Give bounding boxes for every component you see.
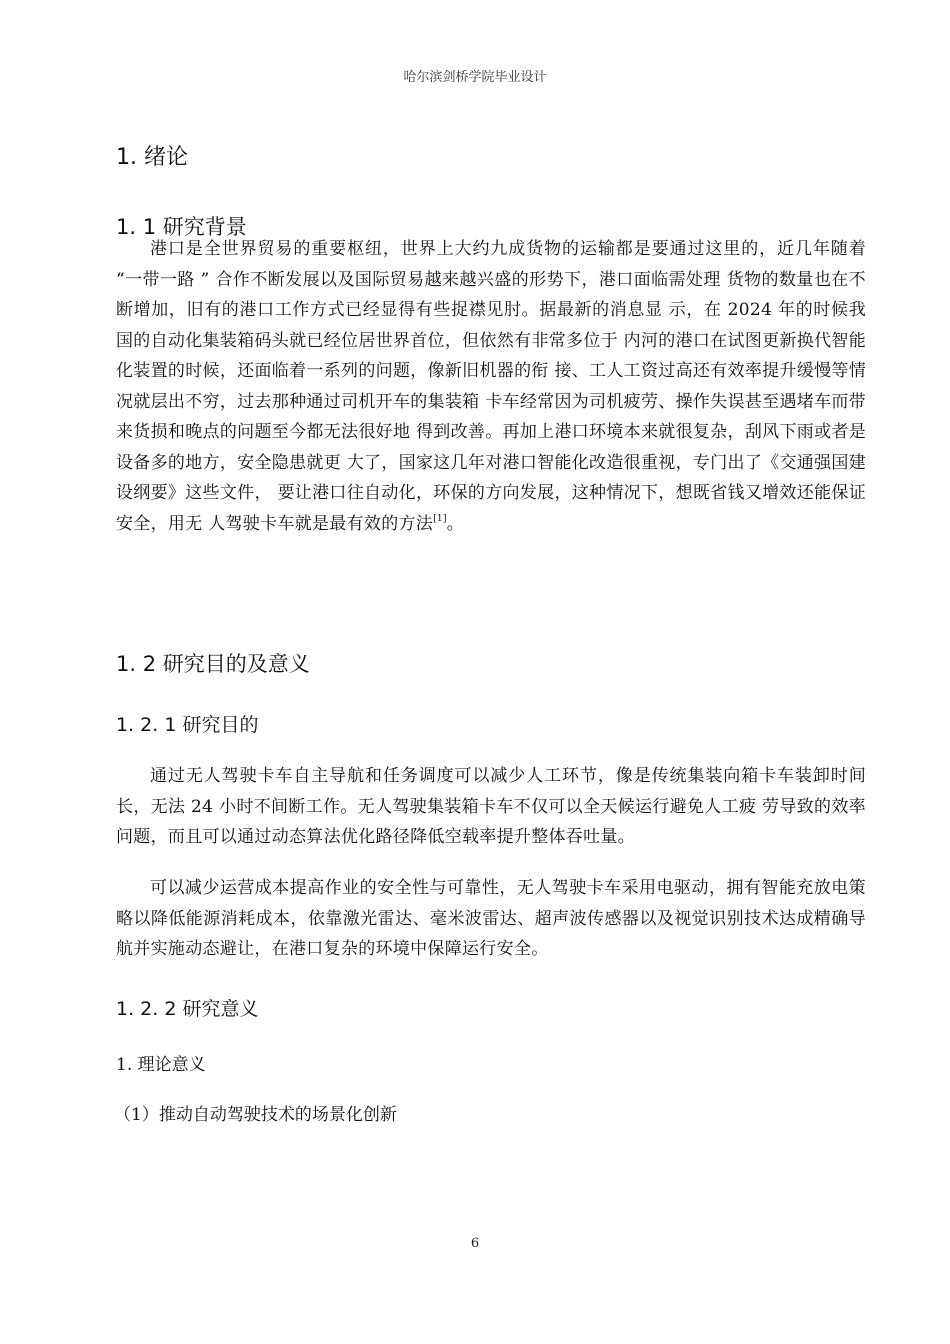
paragraph-background-end: 。 bbox=[446, 513, 465, 534]
paragraph-background bbox=[116, 234, 866, 539]
page-header: 哈尔滨剑桥学院毕业设计 bbox=[403, 70, 547, 85]
paragraph-purpose-2: 可以减少运营成本提高作业的安全性与可靠性，无人驾驶卡车采用电驱动，拥有智能充放电策略以降低能源消耗成本，依靠激光雷达、毫米波雷达、超声波传感器以及视觉识别技术达成精确导航并实施动态避让，在港口复杂的环境中保障运行安全。 bbox=[116, 878, 866, 959]
list-item-theory-1: （1）推动自动驾驶技术的场景化创新 bbox=[114, 1105, 397, 1125]
header-divider bbox=[116, 90, 866, 91]
page-number: 6 bbox=[470, 1236, 480, 1251]
section-title-purpose-significance: 1. 2 研究目的及意义 bbox=[116, 652, 310, 676]
subsection-title-significance: 1. 2. 2 研究意义 bbox=[116, 998, 259, 1020]
section-title-background: 1. 1 研究背景 bbox=[116, 215, 247, 239]
list-item-theory: 1. 理论意义 bbox=[116, 1055, 206, 1075]
paragraph-purpose-1: 通过无人驾驶卡车自主导航和任务调度可以减少人工环节，像是传统集装向箱卡车装卸时间长，无法 24 小时不间断工作。无人驾驶集装箱卡车不仅可以全天候运行避免人工疲 劳导致的效率问题，而且可以通过动态算法优化路径降低空载率提升整体吞吐量。 bbox=[116, 766, 866, 847]
subsection-title-purpose: 1. 2. 1 研究目的 bbox=[116, 714, 259, 736]
paragraph-background-text: 港口是全世界贸易的重要枢纽，世界上大约九成货物的运输都是要通过这里的，近几年随着 “一带一路 ” 合作不断发展以及国际贸易越来越兴盛的形势下，港口面临需处理 货物的数量也在不断增加，旧有的港口工作方式已经显得有些捉襟见肘。据最新的消息显 示，在 2024 年的时候我国的自动化集装箱码头就已经位居世界首位，但依然有非常多位于 内河的港口在试图更新换代智能化装置的时候，还面临着一系列的问题，像新旧机器的衔 接、工人工资过高还有效率提升缓慢等情况就层出不穷，过去那种通过司机开车的集装箱 卡车经常因为司机疲劳、操作失误甚至遇堵车而带来货损和晚点的问题至今都无法很好地 得到改善。再加上港口环境本来就很复杂，刮风下雨或者是设备多的地方，安全隐患就更 大了，国家这几年对港口智能化改造很重视，专门出了《交通强国建设纲要》这些文件， 要让港口往自动化，环保的方向发展，这种情况下，想既省钱又增效还能保证安全，用无 人驾驶卡车就是最有效的方法 bbox=[116, 239, 866, 534]
chapter-title: 1. 绪论 bbox=[116, 145, 188, 170]
citation-marker: [1] bbox=[433, 513, 447, 524]
